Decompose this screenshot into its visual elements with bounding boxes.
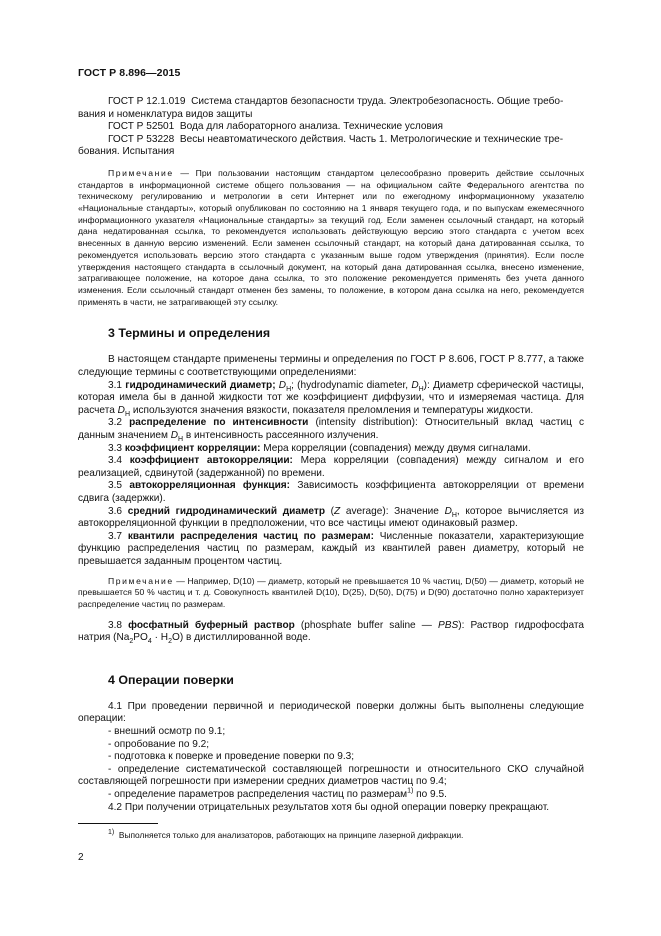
ref-gost-53228-cont: бования. Испытания bbox=[78, 146, 175, 158]
document-header: ГОСТ Р 8.896—2015 bbox=[78, 67, 181, 79]
footnote-divider bbox=[78, 823, 158, 824]
term-3-7: 3.7 квантили распределения частиц по размерам: Численные показатели, характеризующие функцию распределения частиц по размерам, каждый из квантилей равен диаметру, который не превышается заданным процентом частиц. bbox=[78, 530, 584, 567]
ref-gost-12-1-019: ГОСТ Р 12.1.019 Система стандартов безопасности труда. Электробезопасность. Общие требо- bbox=[108, 96, 564, 107]
term-3-1: 3.1 гидродинамический диаметр; $D_H$; (hydrodynamic diameter, $D_H$): Диаметр сферической частицы, которая имела бы в данной жидкости тот же коэффициент диффузии, что и измеряемая частица. Для расчета $D_H$ используются значения вязкости, показателя преломления и температуры жидкости. bbox=[78, 379, 584, 418]
para-4-1: 4.1 При проведении первичной и периодической поверки должны быть выполнены следующие операции: bbox=[78, 700, 584, 725]
ref-gost-52501: ГОСТ Р 52501 Вода для лабораторного анализа. Технические условия bbox=[108, 121, 443, 133]
ref-gost-12-1-019-cont: вания и номенклатура видов защиты bbox=[78, 108, 253, 120]
term-3-4: 3.4 коэффициент автокорреляции: Мера корреляции (совпадения) между сигналом и его реализацией, сдвинутой (задержанной) по времени. bbox=[78, 455, 584, 479]
section-3-title: 3 Термины и определения bbox=[108, 326, 271, 341]
section-3-intro: В настоящем стандарте применены термины и определения по ГОСТ Р 8.606, ГОСТ Р 8.777, а также следующие термины с соответствующими определениями: bbox=[78, 354, 584, 378]
term-3-6: 3.6 средний гидродинамический диаметр (Z average): Значение $D_H$, которое вычисляется из автокорреляционной функции в предположении, что все частицы имеют одинаковый размер. bbox=[78, 505, 585, 530]
page-content bbox=[78, 96, 584, 814]
list-item: - опробование по 9.2; bbox=[108, 738, 210, 750]
list-item: - определение параметров распределения частиц по размерам$^{1)}$ по 9.5. bbox=[108, 787, 447, 800]
para-4-2: 4.2 При получении отрицательных результатов хотя бы одной операции поверку прекращают. bbox=[108, 801, 550, 813]
footnote: $^{1)}$ Выполняется только для анализаторов, работающих на принципе лазерной дифракции. bbox=[108, 829, 464, 840]
note-quantiles: Примечание — Например, D(10) — диаметр, который не превышается 10 % частиц, D(50) — диаметр, который не превышается 50 % частиц и т. д. Совокупность квантилей D(10), D(25), D(50), D(75) и D(90) достаточно полно характеризует распределение частиц по размерам. bbox=[78, 575, 584, 609]
list-item: - внешний осмотр по 9.1; bbox=[108, 725, 226, 737]
section-4-title: 4 Операции поверки bbox=[108, 672, 234, 687]
list-item: - определение систематической составляющей погрешности и относительного СКО случайной составляющей погрешности при измерении средних диаметров частиц по 9.4; bbox=[78, 763, 584, 788]
note-references: Примечание — При пользовании настоящим стандартом целесообразно проверить действие ссылочных стандартов в информационной системе общего пользования — на официальном сайте Федерального агентства по техническому регулированию и метрологии в сети Интернет или по ежегодному информационному указателю «Национальные стандарты», который опубликован по состоянию на 1 января текущего года, и по выпускам ежемесячного информационного указателя «Национальные стандарты» за текущий год. Если заменен ссылочный стандарт, на который дана недатированная ссылка, то рекомендуется использовать действующую версию этого стандарта с учетом всех внесенных в данную версию изменений. Если заменен ссылочный стандарт, на который дана датированная ссылка, то рекомендуется использовать версию этого стандарта с указанным выше годом утверждения (принятия). Если после утверждения настоящего стандарта в ссылочный документ, на который дана датированная ссылка, внесено изменение, затрагивающее положение, на которое дана ссылка, то это положение рекомендуется применять без учета данного изменения. Если ссылочный стандарт отменен без замены, то положение, в котором дана ссылка на него, рекомендуется применять в части, не затрагивающей эту ссылку. bbox=[78, 167, 584, 307]
term-3-8: 3.8 фосфатный буферный раствор (phosphate buffer saline — PBS): Раствор гидрофосфата натрия $(Na_2PO_4 \cdot H_2O)$ в дистиллированной воде. bbox=[78, 619, 584, 646]
term-3-2: 3.2 распределение по интенсивности (intensity distribution): Относительный вклад частиц с данным значением $D_H$ в интенсивность рассеянного излучения. bbox=[78, 417, 585, 443]
footnote-ref: 1) bbox=[407, 787, 414, 795]
term-3-3: 3.3 коэффициент корреляции: Мера корреляции (совпадения) между двумя сигналами. bbox=[108, 442, 531, 454]
term-3-5: 3.5 автокорреляционная функция: Зависимость коэффициента автокорреляции от времени сдвига (задержки). bbox=[78, 480, 584, 504]
ref-gost-53228: ГОСТ Р 53228 Весы неавтоматического действия. Часть 1. Метрологические и технические тре- bbox=[108, 133, 564, 145]
page-number: 2 bbox=[78, 852, 84, 863]
list-item: - подготовка к поверке и проведение поверки по 9.3; bbox=[108, 751, 355, 763]
